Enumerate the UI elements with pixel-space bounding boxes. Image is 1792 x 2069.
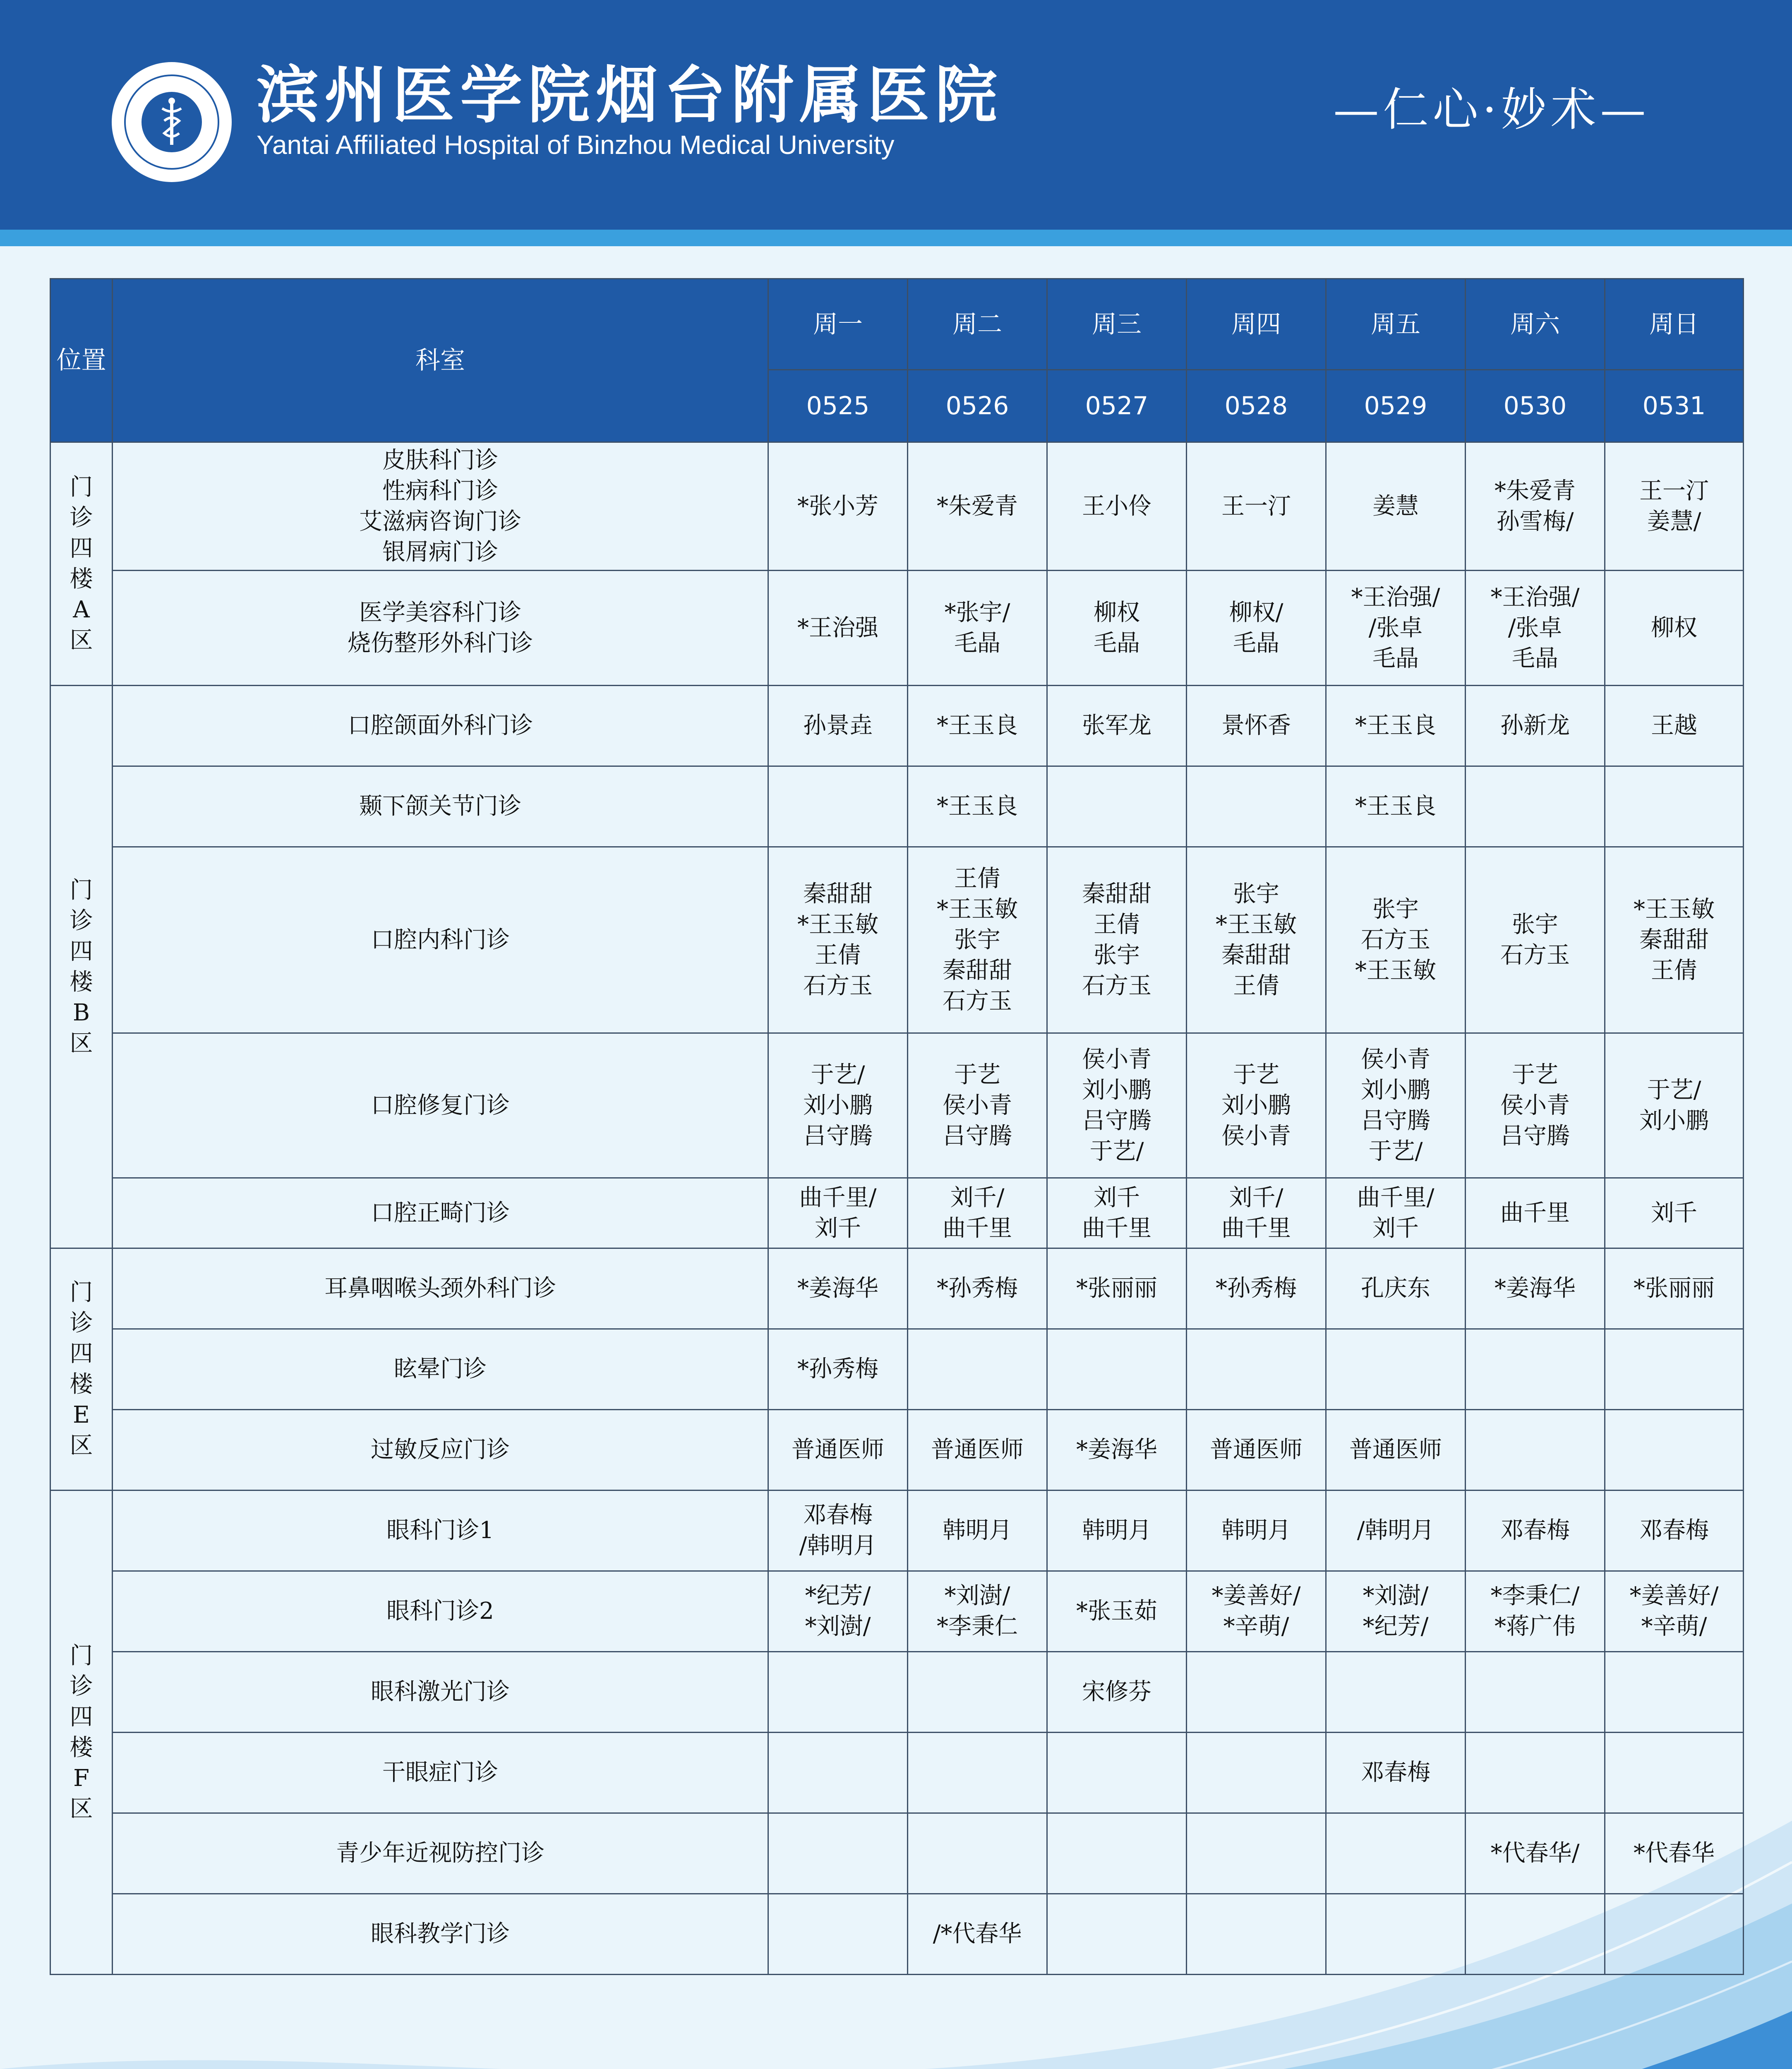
doctor-cell: *王治强 xyxy=(768,571,908,686)
doctor-cell: 刘千 xyxy=(1605,1178,1744,1248)
doctor-cell: 秦甜甜 *王玉敏 王倩 石方玉 xyxy=(768,847,908,1033)
table-row xyxy=(50,847,1744,1033)
doctor-cell xyxy=(1605,1410,1744,1491)
doctor-cell: 于艺/ 刘小鹏 xyxy=(1605,1033,1744,1178)
day-header-wed: 周三 xyxy=(1047,279,1187,370)
doctor-cell xyxy=(1326,1894,1466,1975)
department-cell: 口腔修复门诊 xyxy=(113,1033,768,1178)
doctor-cell xyxy=(1326,1329,1466,1410)
doctor-cell: 王越 xyxy=(1605,686,1744,766)
doctor-cell xyxy=(1047,766,1187,847)
doctor-cell: 于艺 侯小青 吕守腾 xyxy=(908,1033,1047,1178)
doctor-cell xyxy=(1187,1329,1326,1410)
doctor-cell: 柳权/ 毛晶 xyxy=(1187,571,1326,686)
location-header: 位置 xyxy=(50,279,113,442)
doctor-cell: 刘千/ 曲千里 xyxy=(908,1178,1047,1248)
doctor-cell xyxy=(1187,1813,1326,1894)
day-header-mon: 周一 xyxy=(768,279,908,370)
doctor-cell xyxy=(1466,1410,1605,1491)
doctor-cell xyxy=(908,1813,1047,1894)
table-row xyxy=(50,1329,1744,1410)
doctor-cell: 孙景垚 xyxy=(768,686,908,766)
doctor-cell: 于艺 侯小青 吕守腾 xyxy=(1466,1033,1605,1178)
doctor-cell: *王玉良 xyxy=(1326,766,1466,847)
doctor-cell: *王治强/ /张卓 毛晶 xyxy=(1326,571,1466,686)
doctor-cell xyxy=(1466,1894,1605,1975)
doctor-cell xyxy=(1605,1733,1744,1813)
department-cell: 眼科门诊2 xyxy=(113,1571,768,1652)
date-header-wed: 0527 xyxy=(1047,370,1187,442)
hospital-name-cn: 滨州医学院烟台附属医院 xyxy=(257,59,1003,132)
doctor-cell xyxy=(1466,1733,1605,1813)
doctor-cell: *张丽丽 xyxy=(1605,1248,1744,1329)
doctor-cell: *张丽丽 xyxy=(1047,1248,1187,1329)
doctor-cell: 张宇 *王玉敏 秦甜甜 王倩 xyxy=(1187,847,1326,1033)
doctor-cell xyxy=(768,1894,908,1975)
doctor-cell xyxy=(1187,1894,1326,1975)
department-cell: 眩晕门诊 xyxy=(113,1329,768,1410)
department-cell: 口腔正畸门诊 xyxy=(113,1178,768,1248)
doctor-cell xyxy=(908,1733,1047,1813)
doctor-cell: 侯小青 刘小鹏 吕守腾 于艺/ xyxy=(1047,1033,1187,1178)
doctor-cell: 普通医师 xyxy=(1326,1410,1466,1491)
doctor-cell: *孙秀梅 xyxy=(1187,1248,1326,1329)
doctor-cell: 张宇 石方玉 *王玉敏 xyxy=(1326,847,1466,1033)
doctor-cell: /*代春华 xyxy=(908,1894,1047,1975)
doctor-cell: *姜善好/ *辛萌/ xyxy=(1187,1571,1326,1652)
doctor-cell: *姜海华 xyxy=(1466,1248,1605,1329)
doctor-cell: 普通医师 xyxy=(768,1410,908,1491)
doctor-cell: 邓春梅 /韩明月 xyxy=(768,1491,908,1571)
department-cell: 眼科激光门诊 xyxy=(113,1652,768,1733)
doctor-cell: 于艺 刘小鹏 侯小青 xyxy=(1187,1033,1326,1178)
doctor-cell xyxy=(1047,1733,1187,1813)
doctor-cell: 邓春梅 xyxy=(1466,1491,1605,1571)
doctor-cell: 邓春梅 xyxy=(1326,1733,1466,1813)
doctor-cell: 普通医师 xyxy=(908,1410,1047,1491)
doctor-cell: 普通医师 xyxy=(1187,1410,1326,1491)
department-cell: 口腔内科门诊 xyxy=(113,847,768,1033)
doctor-cell: 柳权 xyxy=(1605,571,1744,686)
doctor-cell: 王倩 *王玉敏 张宇 秦甜甜 石方玉 xyxy=(908,847,1047,1033)
header-stripe xyxy=(0,230,1792,246)
doctor-cell: *朱爱青 孙雪梅/ xyxy=(1466,442,1605,571)
table-row xyxy=(50,1813,1744,1894)
day-header-thu: 周四 xyxy=(1187,279,1326,370)
doctor-cell: 韩明月 xyxy=(1047,1491,1187,1571)
table-row xyxy=(50,1733,1744,1813)
department-cell: 医学美容科门诊 烧伤整形外科门诊 xyxy=(113,571,768,686)
doctor-cell: 韩明月 xyxy=(1187,1491,1326,1571)
table-row xyxy=(50,1894,1744,1975)
doctor-cell xyxy=(1605,766,1744,847)
doctor-cell: *代春华 xyxy=(1605,1813,1744,1894)
doctor-cell xyxy=(1466,1652,1605,1733)
schedule-table xyxy=(50,278,1744,1975)
doctor-cell: *张宇/ 毛晶 xyxy=(908,571,1047,686)
doctor-cell: 秦甜甜 王倩 张宇 石方玉 xyxy=(1047,847,1187,1033)
location-cell xyxy=(50,686,113,1248)
doctor-cell: 刘千/ 曲千里 xyxy=(1187,1178,1326,1248)
doctor-cell xyxy=(1187,766,1326,847)
table-row xyxy=(50,686,1744,766)
day-header-sun: 周日 xyxy=(1605,279,1744,370)
doctor-cell: 韩明月 xyxy=(908,1491,1047,1571)
doctor-cell: 张宇 石方玉 xyxy=(1466,847,1605,1033)
doctor-cell: *姜善好/ *辛萌/ xyxy=(1605,1571,1744,1652)
date-header-fri: 0529 xyxy=(1326,370,1466,442)
doctor-cell: 曲千里/ 刘千 xyxy=(768,1178,908,1248)
logo-ring xyxy=(124,74,219,170)
doctor-cell: *王玉良 xyxy=(1326,686,1466,766)
department-header: 科室 xyxy=(113,279,768,442)
doctor-cell xyxy=(1466,766,1605,847)
caduceus-icon xyxy=(142,92,202,152)
doctor-cell: *王治强/ /张卓 毛晶 xyxy=(1466,571,1605,686)
doctor-cell: *王玉良 xyxy=(908,686,1047,766)
hospital-logo xyxy=(112,62,232,182)
doctor-cell: 曲千里 xyxy=(1466,1178,1605,1248)
doctor-cell xyxy=(1047,1813,1187,1894)
location-cell xyxy=(50,1491,113,1975)
doctor-cell xyxy=(768,1652,908,1733)
location-label: 门诊四楼B区 xyxy=(70,876,93,1057)
day-header-sat: 周六 xyxy=(1466,279,1605,370)
doctor-cell: *刘澍/ *李秉仁 xyxy=(908,1571,1047,1652)
day-header-fri: 周五 xyxy=(1326,279,1466,370)
doctor-cell xyxy=(1605,1652,1744,1733)
doctor-cell xyxy=(768,766,908,847)
doctor-cell: *王玉良 xyxy=(908,766,1047,847)
doctor-cell: 邓春梅 xyxy=(1605,1491,1744,1571)
doctor-cell: *刘澍/ *纪芳/ xyxy=(1326,1571,1466,1652)
doctor-cell: *姜海华 xyxy=(768,1248,908,1329)
table-row xyxy=(50,1178,1744,1248)
doctor-cell: 侯小青 刘小鹏 吕守腾 于艺/ xyxy=(1326,1033,1466,1178)
doctor-cell xyxy=(908,1329,1047,1410)
logo-emblem xyxy=(142,92,202,152)
header-row-days xyxy=(50,279,1744,370)
department-cell: 颞下颌关节门诊 xyxy=(113,766,768,847)
doctor-cell: 柳权 毛晶 xyxy=(1047,571,1187,686)
table-row xyxy=(50,1491,1744,1571)
doctor-cell xyxy=(1466,1329,1605,1410)
doctor-cell: 宋修芬 xyxy=(1047,1652,1187,1733)
department-cell: 皮肤科门诊 性病科门诊 艾滋病咨询门诊 银屑病门诊 xyxy=(113,442,768,571)
doctor-cell: 张军龙 xyxy=(1047,686,1187,766)
header-banner xyxy=(0,0,1792,230)
doctor-cell: *代春华/ xyxy=(1466,1813,1605,1894)
location-label: 门诊四楼F区 xyxy=(70,1642,93,1822)
doctor-cell: 于艺/ 刘小鹏 吕守腾 xyxy=(768,1033,908,1178)
location-cell xyxy=(50,1248,113,1491)
table-row xyxy=(50,1571,1744,1652)
doctor-cell: *张小芳 xyxy=(768,442,908,571)
doctor-cell: /韩明月 xyxy=(1326,1491,1466,1571)
doctor-cell xyxy=(1605,1329,1744,1410)
doctor-cell: 孙新龙 xyxy=(1466,686,1605,766)
department-cell: 口腔颌面外科门诊 xyxy=(113,686,768,766)
doctor-cell xyxy=(1605,1894,1744,1975)
table-row xyxy=(50,1033,1744,1178)
doctor-cell xyxy=(1326,1652,1466,1733)
table-row xyxy=(50,571,1744,686)
table-row xyxy=(50,1410,1744,1491)
doctor-cell: 姜慧 xyxy=(1326,442,1466,571)
doctor-cell: *姜海华 xyxy=(1047,1410,1187,1491)
doctor-cell: *朱爱青 xyxy=(908,442,1047,571)
doctor-cell: 孔庆东 xyxy=(1326,1248,1466,1329)
date-header-thu: 0528 xyxy=(1187,370,1326,442)
doctor-cell xyxy=(1187,1733,1326,1813)
doctor-cell: 曲千里/ 刘千 xyxy=(1326,1178,1466,1248)
date-header-mon: 0525 xyxy=(768,370,908,442)
date-header-sat: 0530 xyxy=(1466,370,1605,442)
doctor-cell: 王一汀 xyxy=(1187,442,1326,571)
table-row xyxy=(50,766,1744,847)
department-cell: 干眼症门诊 xyxy=(113,1733,768,1813)
location-label: 门诊四楼A区 xyxy=(70,473,93,654)
department-cell: 耳鼻咽喉头颈外科门诊 xyxy=(113,1248,768,1329)
doctor-cell xyxy=(1047,1329,1187,1410)
doctor-cell xyxy=(768,1733,908,1813)
doctor-cell xyxy=(1047,1894,1187,1975)
day-header-tue: 周二 xyxy=(908,279,1047,370)
doctor-cell: 王小伶 xyxy=(1047,442,1187,571)
doctor-cell: *纪芳/ *刘澍/ xyxy=(768,1571,908,1652)
doctor-cell: *孙秀梅 xyxy=(768,1329,908,1410)
doctor-cell xyxy=(1187,1652,1326,1733)
doctor-cell xyxy=(1326,1813,1466,1894)
doctor-cell: *孙秀梅 xyxy=(908,1248,1047,1329)
schedule-body xyxy=(50,442,1744,1975)
date-header-tue: 0526 xyxy=(908,370,1047,442)
doctor-cell xyxy=(768,1813,908,1894)
table-row xyxy=(50,1652,1744,1733)
location-label: 门诊四楼E区 xyxy=(70,1279,93,1459)
department-cell: 眼科教学门诊 xyxy=(113,1894,768,1975)
doctor-cell: *王玉敏 秦甜甜 王倩 xyxy=(1605,847,1744,1033)
table-row xyxy=(50,1248,1744,1329)
doctor-cell: 刘千 曲千里 xyxy=(1047,1178,1187,1248)
hospital-motto: —仁心·妙术— xyxy=(1333,83,1650,136)
department-cell: 青少年近视防控门诊 xyxy=(113,1813,768,1894)
date-header-sun: 0531 xyxy=(1605,370,1744,442)
doctor-cell: 景怀香 xyxy=(1187,686,1326,766)
doctor-cell xyxy=(908,1652,1047,1733)
doctor-cell: *张玉茹 xyxy=(1047,1571,1187,1652)
location-cell xyxy=(50,442,113,686)
department-cell: 过敏反应门诊 xyxy=(113,1410,768,1491)
doctor-cell: 王一汀 姜慧/ xyxy=(1605,442,1744,571)
department-cell: 眼科门诊1 xyxy=(113,1491,768,1571)
hospital-name-en: Yantai Affiliated Hospital of Binzhou Medical University xyxy=(257,130,895,160)
table-row xyxy=(50,442,1744,571)
doctor-cell: *李秉仁/ *蒋广伟 xyxy=(1466,1571,1605,1652)
